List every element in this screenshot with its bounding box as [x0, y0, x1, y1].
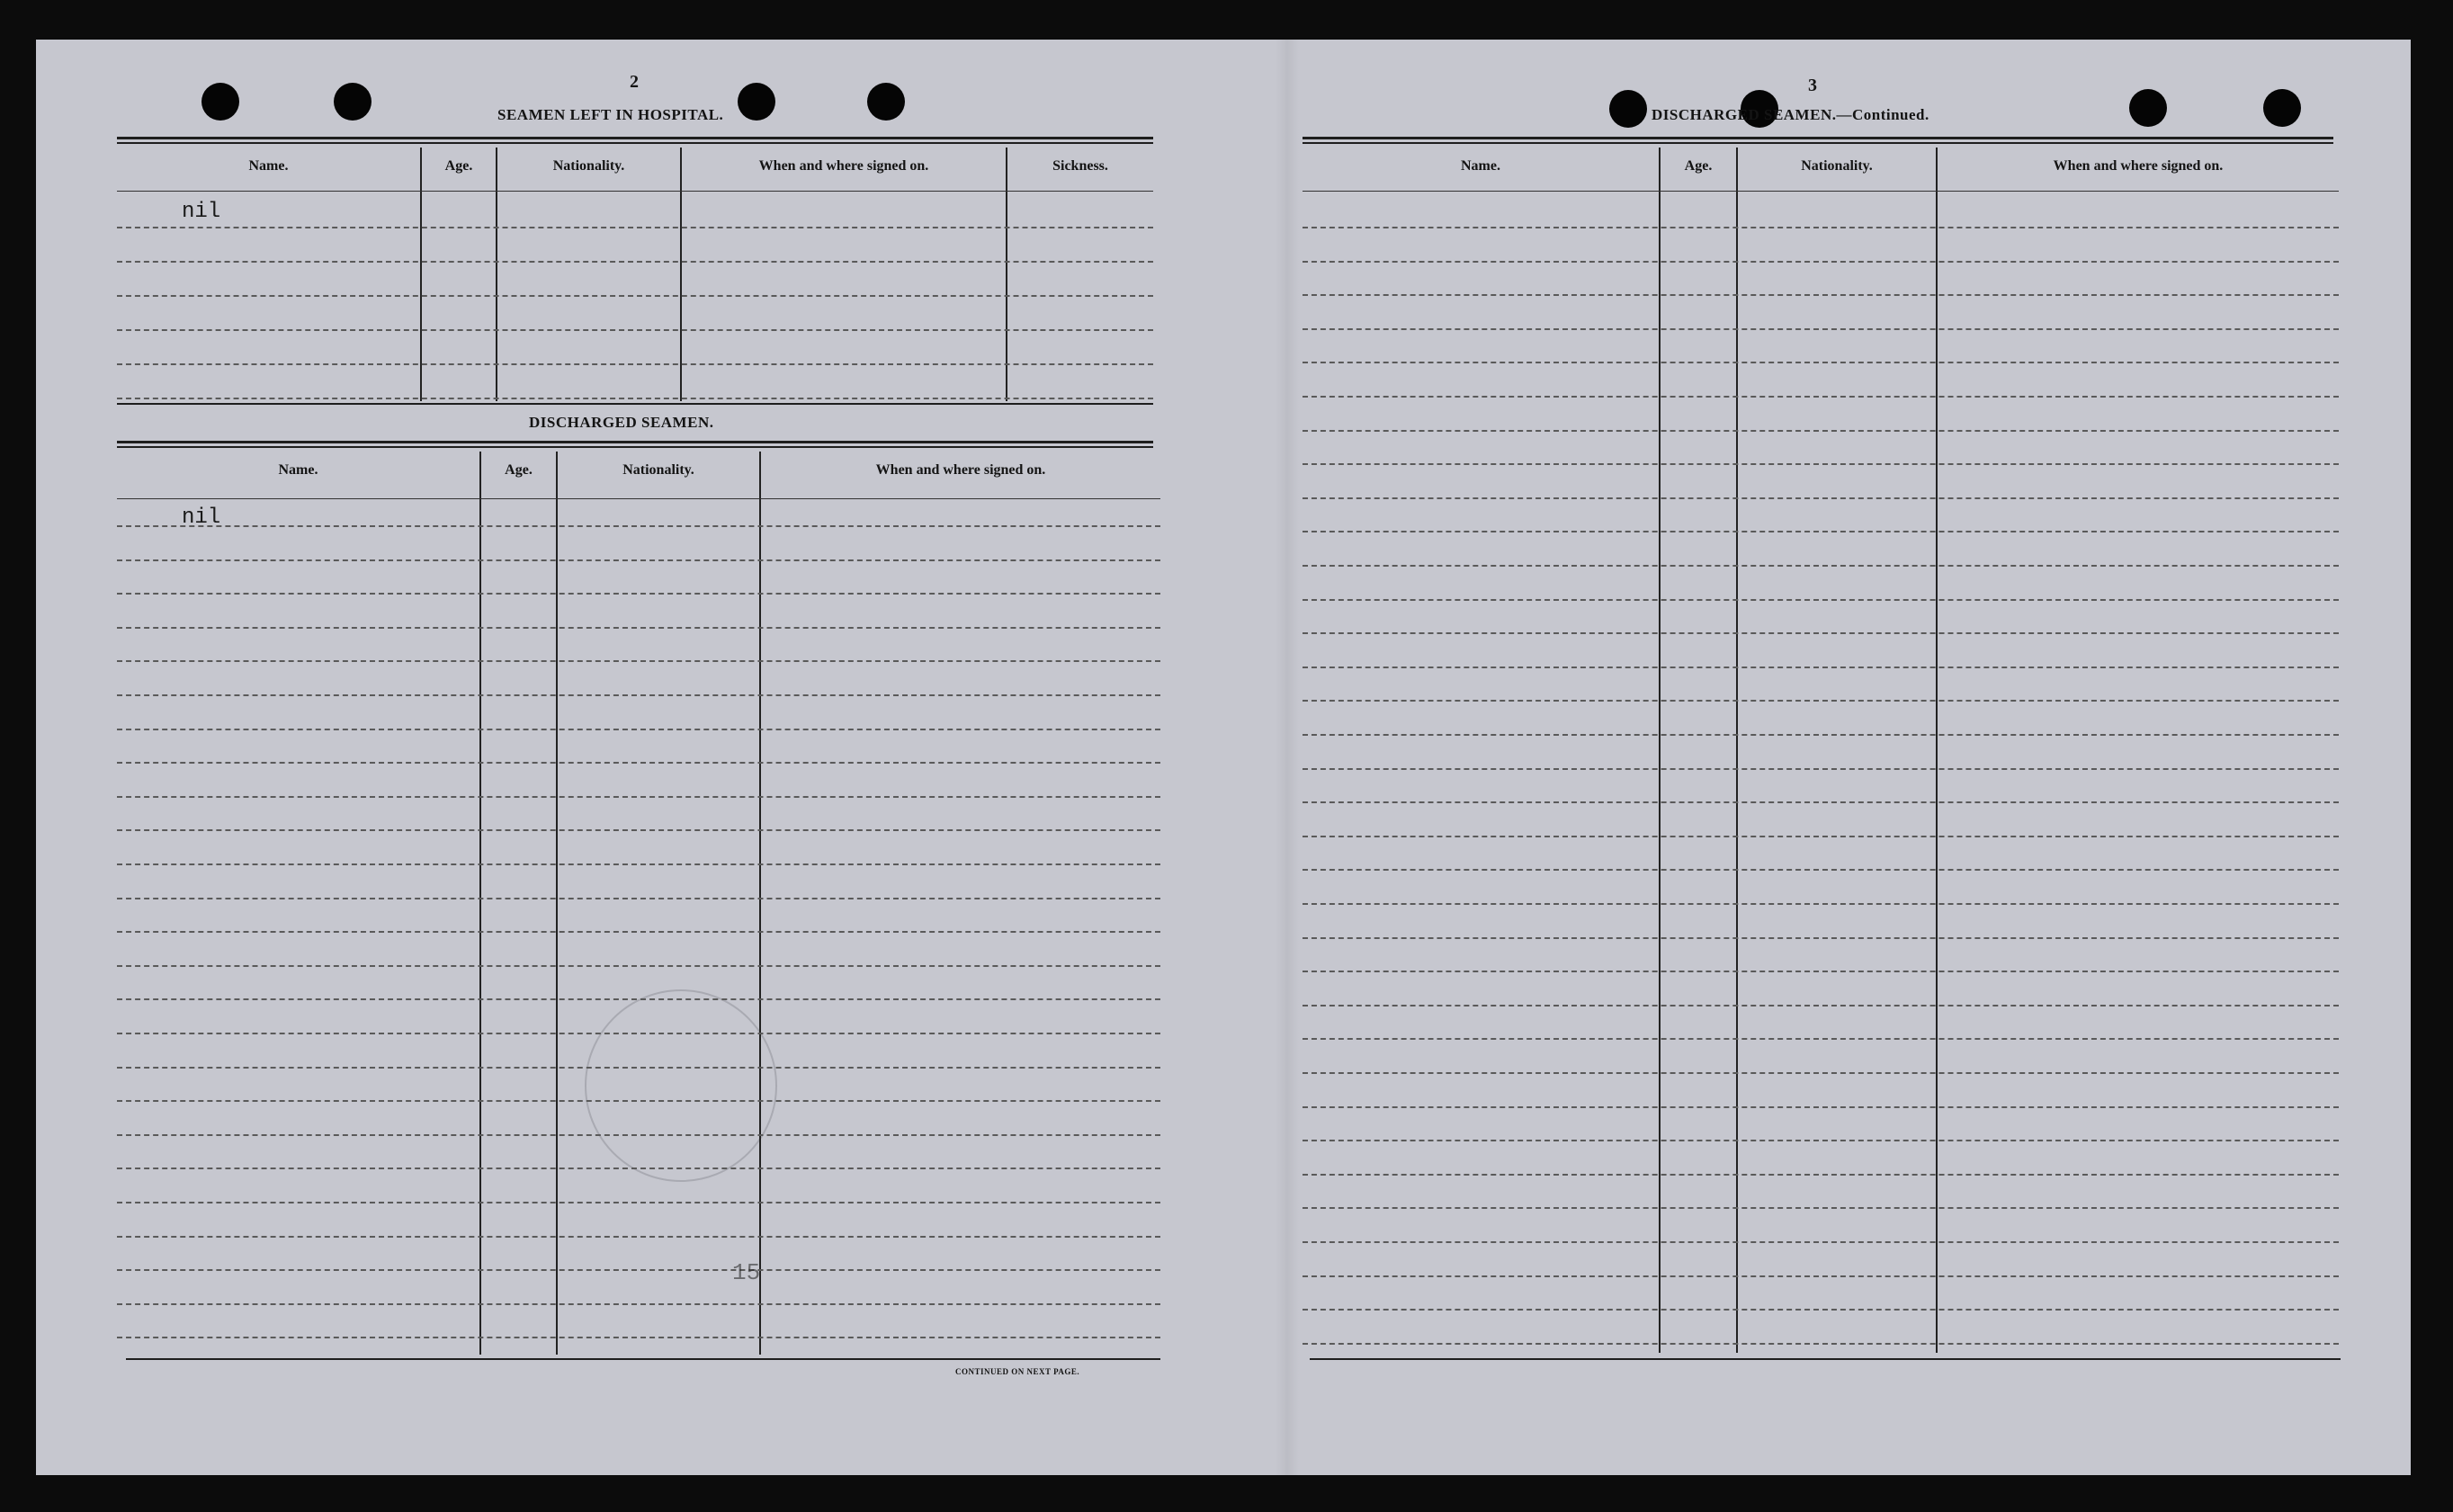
ruled-line: [117, 762, 1160, 764]
ruled-line: [1303, 632, 2339, 634]
ruled-line: [1303, 396, 2339, 398]
ruled-line: [117, 1202, 1160, 1203]
column-header: Name.: [248, 158, 289, 174]
section-rule: [117, 137, 1153, 139]
ruled-line: [1303, 903, 2339, 905]
discharged-table-right: [1303, 148, 2339, 1353]
ruled-line: [1303, 362, 2339, 363]
page-fold: [1276, 40, 1299, 1475]
column-header: Age.: [1684, 158, 1713, 174]
stamp-mark: 15: [732, 1259, 761, 1286]
punch-hole: [2263, 89, 2301, 127]
ruled-line: [117, 1168, 1160, 1169]
column-header: Name.: [278, 462, 318, 478]
continued-note: CONTINUED ON NEXT PAGE.: [955, 1367, 1080, 1376]
punch-hole: [867, 83, 905, 121]
ruled-line: [1303, 1038, 2339, 1040]
ruled-line: [1303, 1343, 2339, 1345]
punch-hole: [1609, 90, 1647, 128]
section-rule: [1303, 142, 2333, 144]
ruled-line: [1303, 667, 2339, 668]
page-number: 3: [1808, 76, 1817, 95]
ruled-line: [1303, 430, 2339, 432]
section-rule: [117, 441, 1153, 443]
ruled-line: [1303, 836, 2339, 837]
ruled-line: [1303, 1275, 2339, 1277]
ruled-line: [117, 1100, 1160, 1102]
ruled-line: [117, 694, 1160, 696]
column-header: Age.: [505, 462, 533, 478]
ruled-line: [1303, 261, 2339, 263]
ruled-line: [117, 1033, 1160, 1034]
ruled-line: [1303, 1140, 2339, 1141]
column-header: Sickness.: [1052, 158, 1108, 174]
ruled-line: [1303, 328, 2339, 330]
section-rule: [1310, 1358, 2341, 1360]
column-header: When and where signed on.: [758, 158, 929, 174]
ruled-line: [1303, 227, 2339, 228]
ruled-line: [1303, 801, 2339, 803]
section-title-hospital: SEAMEN LEFT IN HOSPITAL.: [497, 106, 724, 123]
ruled-line: [117, 627, 1160, 629]
ruled-line: [117, 829, 1160, 831]
punch-hole: [334, 83, 372, 121]
column-header: Nationality.: [1801, 158, 1873, 174]
ruled-line: [1303, 1309, 2339, 1311]
column-header: Nationality.: [622, 462, 694, 478]
ruled-line: [117, 965, 1160, 967]
ruled-line: [117, 1337, 1160, 1338]
ruled-line: [1303, 937, 2339, 939]
ruled-line: [1303, 1072, 2339, 1074]
column-header: Nationality.: [552, 158, 625, 174]
ruled-line: [1303, 1241, 2339, 1243]
ruled-line: [117, 1269, 1160, 1271]
ruled-line: [117, 998, 1160, 1000]
section-title-discharged: DISCHARGED SEAMEN.: [529, 414, 714, 431]
ruled-line: [1303, 294, 2339, 296]
section-title-discharged-continued: DISCHARGED SEAMEN.—Continued.: [1652, 106, 1929, 123]
section-rule: [117, 446, 1153, 448]
column-header: Age.: [444, 158, 473, 174]
ruled-line: [117, 931, 1160, 933]
ruled-line: [1303, 463, 2339, 465]
ruled-line: [1303, 734, 2339, 736]
column-header: When and where signed on.: [2053, 158, 2224, 174]
punch-hole: [2129, 89, 2167, 127]
section-rule: [117, 142, 1153, 144]
page-number: 2: [630, 72, 639, 92]
ruled-line: [117, 1134, 1160, 1136]
ruled-line: [117, 898, 1160, 899]
ruled-line: [117, 559, 1160, 561]
section-rule: [126, 1358, 1160, 1360]
ruled-line: [117, 1236, 1160, 1238]
ruled-line: [1303, 531, 2339, 532]
ruled-line: [117, 593, 1160, 595]
ruled-line: [117, 1067, 1160, 1069]
ruled-line: [1303, 565, 2339, 567]
ruled-line: [1303, 869, 2339, 871]
ruled-line: [117, 525, 1160, 527]
ruled-line: [1303, 1207, 2339, 1209]
ruled-line: [1303, 971, 2339, 972]
ruled-line: [117, 660, 1160, 662]
column-header: When and where signed on.: [875, 462, 1046, 478]
ruled-line: [1303, 599, 2339, 601]
ruled-line: [117, 863, 1160, 865]
hospital-entry-name: nil: [182, 200, 221, 224]
ruled-line: [1303, 497, 2339, 499]
section-rule: [1303, 137, 2333, 139]
hospital-table: [117, 148, 1153, 401]
punch-hole: [738, 83, 775, 121]
ruled-line: [117, 1303, 1160, 1305]
discharged-table-left: [117, 452, 1160, 1355]
ruled-line: [1303, 768, 2339, 770]
punch-hole: [201, 83, 239, 121]
column-header: Name.: [1461, 158, 1500, 174]
ruled-line: [1303, 700, 2339, 702]
ruled-line: [1303, 1005, 2339, 1007]
ruled-line: [1303, 1174, 2339, 1176]
discharged-entry-name: nil: [182, 505, 221, 530]
ruled-line: [117, 796, 1160, 798]
section-rule: [117, 403, 1153, 405]
ruled-line: [1303, 1106, 2339, 1108]
ruled-line: [117, 729, 1160, 730]
